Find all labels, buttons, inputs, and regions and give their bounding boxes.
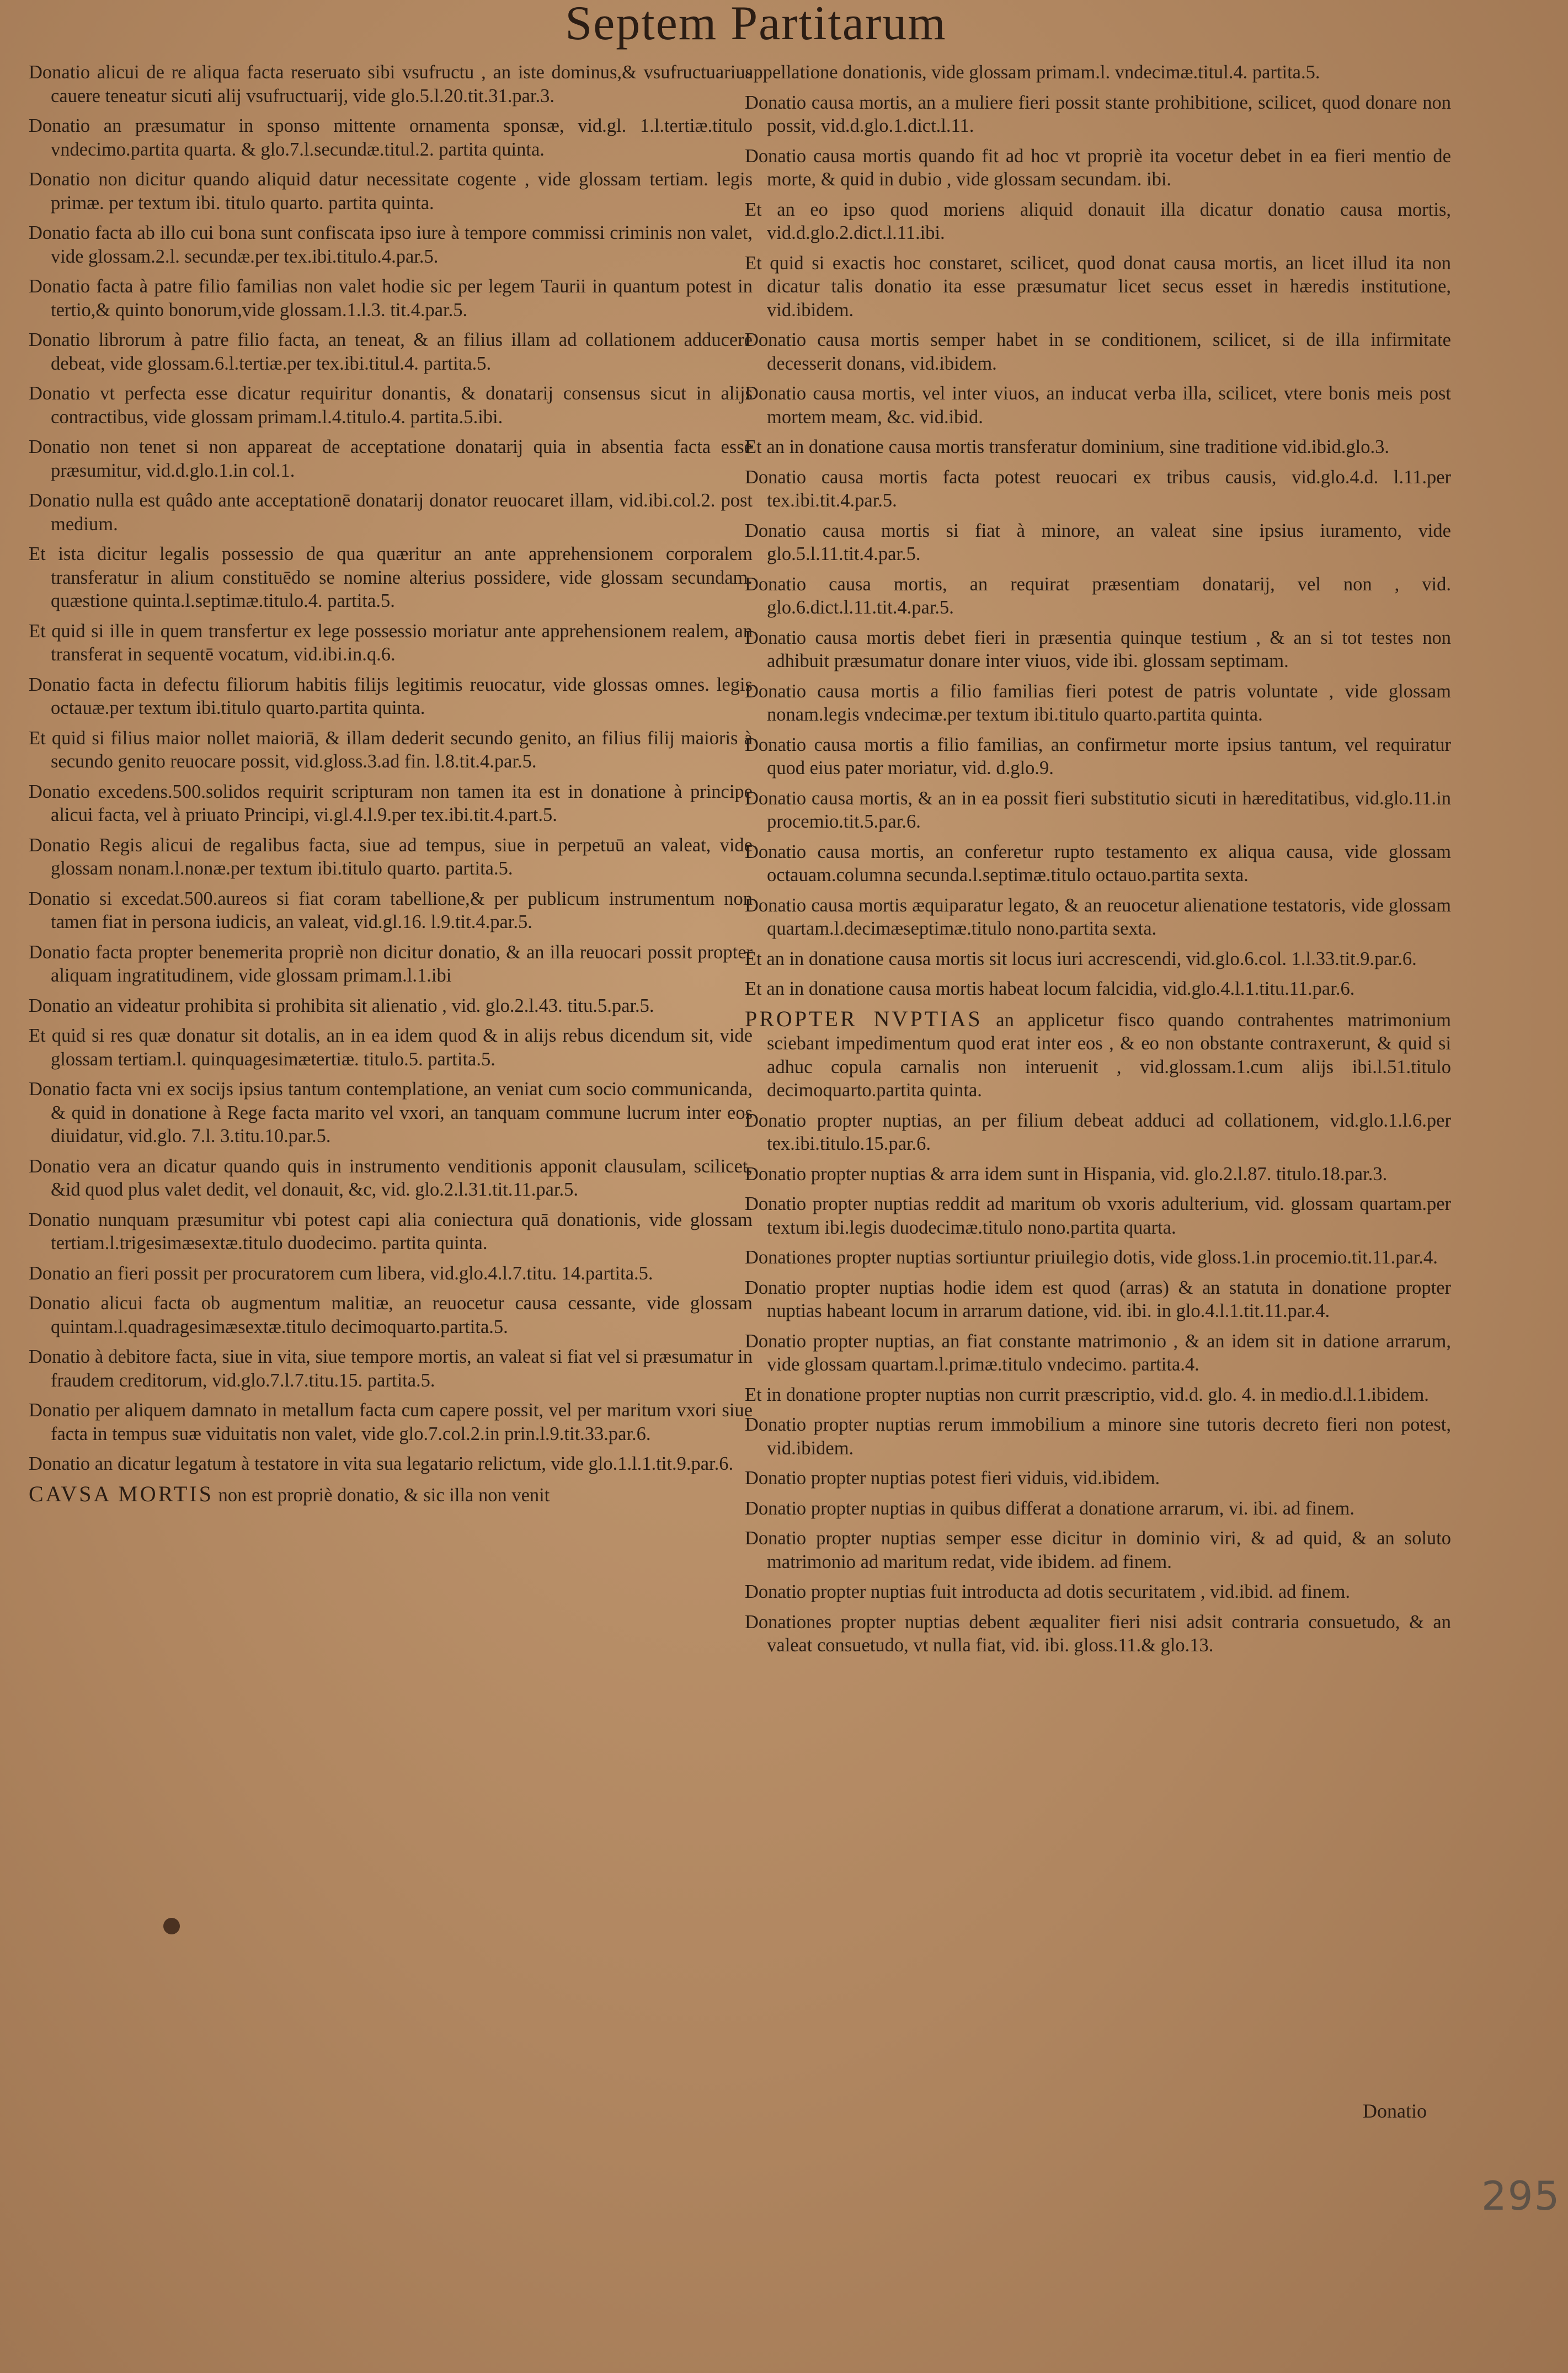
index-entry: Donatio facta ab illo cui bona sunt confiscata ipso iure à tempore commissi criminis non valet, vide glossam.2.l. secundæ.per tex.ibi.titulo.4.par.5. [29,222,753,267]
index-entry: Donatio causa mortis, & an in ea possit fieri substitutio sicuti in hæreditatibus, vid.glo.11.in procemio.tit.5.par.6. [745,787,1451,832]
index-entry: Donatio propter nuptias & arra idem sunt in Hispania, vid. glo.2.l.87. titulo.18.par.3. [745,1163,1388,1185]
index-entry: Et an eo ipso quod moriens aliquid donauit illa dicatur donatio causa mortis, vid.d.glo.2.dict.l.11.ibi. [745,199,1451,243]
ink-stain [163,1918,180,1934]
index-entry: Donatio causa mortis quando fit ad hoc vt propriè ita vocetur debet in ea fieri mentio de morte, & quid in dubio , vide glossam secundam. ibi. [745,145,1451,190]
index-entry: Donatio nulla est quâdo ante acceptationē donatarij donator reuocaret illam, vid.ibi.col.2. post medium. [29,490,753,535]
index-entry: Donatio si excedat.500.aureos si fiat coram tabellione,& per publicum instrumentum non tamen fiat in persona iudicis, an valeat, vid.gl.16. l.9.tit.4.par.5. [29,888,753,932]
index-entry: Donatio an dicatur legatum à testatore in vita sua legatario relictum, vide glo.1.l.1.tit.9.par.6. [29,1453,734,1474]
index-entry: Donatio vt perfecta esse dicatur requiritur donantis, & donatarij consensus sicut in alijs contractibus, vide glossam primam.l.4.titulo.4. partita.5.ibi. [29,383,753,428]
index-entry: Et quid si ille in quem transfertur ex lege possessio moriatur ante apprehensionem realem, an transferat in sequentē vocatum, vid.ibi.in.q.6. [29,620,753,665]
index-entry: appellatione donationis, vide glossam primam.l. vndecimæ.titul.4. partita.5. [745,62,1320,83]
index-entry: Donatio propter nuptias hodie idem est quod (arras) & an statuta in donatione propter nuptias habeant locum in arrarum datione, vid. ibi. in glo.4.l.1.tit.11.par.4. [745,1277,1451,1321]
index-entry: Donatio nunquam præsumitur vbi potest capi alia coniectura quā donationis, vide glossam tertiam.l.trigesimæsextæ.titulo duodecimo. partita quinta. [29,1209,753,1254]
index-entry: Donatio causa mortis, an a muliere fieri possit stante prohibitione, scilicet, quod donare non possit, vid.d.glo.1.dict.l.11. [745,92,1451,136]
right-column [745,61,1451,1664]
index-entry: Donatio propter nuptias fuit introducta ad dotis securitatem , vid.ibid. ad finem. [745,1581,1351,1602]
index-entry: Donatio propter nuptias potest fieri viduis, vid.ibidem. [745,1468,1160,1489]
index-entry: Et quid si exactis hoc constaret, scilicet, quod donat causa mortis, an licet illud ita non dicatur talis donatio ita esse præsumatur licet secus esset in hæredis institutione, vid.ibidem. [745,252,1451,321]
running-title: Septem Partitarum [565,0,947,50]
index-entry: Donatio propter nuptias, an fiat constante matrimonio , & an idem sit in datione arrarum, vide glossam quartam.l.primæ.titulo vndecimo. partita.4. [745,1330,1451,1375]
index-entry: Et an in donatione causa mortis transferatur dominium, sine traditione vid.ibid.glo.3. [745,436,1389,457]
index-entry: Donatio causa mortis si fiat à minore, an valeat sine ipsius iuramento, vide glo.5.l.11.tit.4.par.5. [745,520,1451,564]
index-entry: Donatio alicui facta ob augmentum malitiæ, an reuocetur causa cessante, vide glossam quintam.l.quadragesimæsextæ.titulo decimoquarto.partita.5. [29,1293,753,1337]
index-entry: Donationes propter nuptias debent æqualiter fieri nisi adsit contraria consuetudo, & an valeat consuetudo, vt nulla fiat, vid. ibi. gloss.11.& glo.13. [745,1611,1451,1656]
index-entry: Donatio an præsumatur in sponso mittente ornamenta sponsæ, vid.gl. 1.l.tertiæ.titulo vndecimo.partita quarta. & glo.7.l.secundæ.titul.2. partita quinta. [29,115,753,160]
index-entry: Et an in donatione causa mortis habeat locum falcidia, vid.glo.4.l.1.titu.11.par.6. [745,978,1355,999]
index-entry: Donatio facta à patre filio familias non valet hodie sic per legem Taurii in quantum potest in tertio,& quinto bonorum,vide glossam.1.l.3. tit.4.par.5. [29,276,753,321]
index-entry: Donatio facta vni ex socijs ipsius tantum contemplatione, an veniat cum socio communicanda, & quid in donatione à Rege facta marito vel vxori, an tanquam commune lucrum inter eos diuidatur, vid.glo. 7.l. 3.titu.10.par.5. [29,1079,753,1146]
index-entry: Et an in donatione causa mortis sit locus iuri accrescendi, vid.glo.6.col. 1.l.33.tit.9.par.6. [745,948,1417,969]
index-entry: Donatio excedens.500.solidos requirit scripturam non tamen ita est in donatione à principe alicui facta, vel à priuato Principi, vi.gl.4.l.9.per tex.ibi.tit.4.part.5. [29,781,753,825]
index-entry: Donatio causa mortis, vel inter viuos, an inducat verba illa, scilicet, vtere bonis meis post mortem meam, &c. vid.ibid. [745,383,1451,428]
section-heading-text: non est propriè donatio, & sic illa non venit [213,1484,550,1506]
section-heading-entry [29,1483,753,1507]
index-entry: Et quid si res quæ donatur sit dotalis, an in ea idem quod & in alijs rebus dicendum sit, vide glossam tertiam.l. quinquagesimætertiæ. titulo.5. partita.5. [29,1025,753,1070]
index-entry: Donatio causa mortis æquiparatur legato, & an reuocetur alienatione testatoris, vide glossam quartam.l.decimæseptimæ.titulo nono.partita sexta. [745,894,1451,939]
section-heading-entry [745,1007,1451,1102]
section-heading: PROPTER NVPTIAS [745,1006,983,1031]
index-entry: Donatio non tenet si non appareat de acceptatione donatarij quia in absentia facta esse præsumitur, vid.d.glo.1.in col.1. [29,436,753,481]
index-entry: Donatio propter nuptias reddit ad maritum ob vxoris adulterium, vid. glossam quartam.per textum ibi.legis duodecimæ.titulo nono.partita quarta. [745,1193,1451,1238]
section-heading: CAVSA MORTIS [29,1481,214,1506]
index-entry: Donationes propter nuptias sortiuntur priuilegio dotis, vide gloss.1.in procemio.tit.11.par.4. [745,1247,1438,1268]
section-heading-text: an applicetur fisco quando contrahentes matrimonium sciebant impedimentum quod erat inter eos , & eo non obstante contraxerunt, & quid si adhuc copula carnalis non interuenit , vid.glossam.1.cum alijs ibi.l.51.titulo decimoquarto.partita quinta. [767,1009,1451,1101]
folio-number: 295 [1481,2173,1561,2219]
index-entry: Donatio Regis alicui de regalibus facta, siue ad tempus, siue in perpetuū an valeat, vide glossam nonam.l.nonæ.per textum ibi.titulo quarto. partita.5. [29,834,753,879]
index-entry: Donatio facta in defectu filiorum habitis filijs legitimis reuocatur, vide glossas omnes. legis octauæ.per textum ibi.titulo quarto.partita quinta. [29,674,753,718]
index-entry: Donatio causa mortis, an conferetur rupto testamento ex aliqua causa, vide glossam octauam.columna secunda.l.septimæ.titulo octauo.partita sexta. [745,841,1451,886]
index-entry: Donatio alicui de re aliqua facta reseruato sibi vsufructu , an iste dominus,& vsufructuarius cauere teneatur sicuti alij vsufructuarij, vide glo.5.l.20.tit.31.par.3. [29,62,753,106]
index-entry: Donatio causa mortis, an requirat præsentiam donatarij, vel non , vid. glo.6.dict.l.11.tit.4.par.5. [745,573,1451,618]
index-entry: Donatio propter nuptias rerum immobilium a minore sine tutoris decreto fieri non potest, vid.ibidem. [745,1414,1451,1459]
index-entry: Donatio vera an dicatur quando quis in instrumento venditionis apponit clausulam, scilicet, &id quod plus valet dedit, vel donauit, &c, vid. glo.2.l.31.tit.11.par.5. [29,1155,753,1200]
index-entry: Donatio causa mortis debet fieri in præsentia quinque testium , & an si tot testes non adhibuit præsumatur donare inter viuos, vide ibi. glossam septimam. [745,627,1451,671]
index-entry: Donatio à debitore facta, siue in vita, siue tempore mortis, an valeat si fiat vel si præsumatur in fraudem creditorum, vid.glo.7.l.7.titu.15. partita.5. [29,1346,753,1391]
index-entry: Donatio non dicitur quando aliquid datur necessitate cogente , vide glossam tertiam. legis primæ. per textum ibi. titulo quarto. partita quinta. [29,169,753,214]
index-entry: Donatio propter nuptias, an per filium debeat adduci ad collationem, vid.glo.1.l.6.per tex.ibi.titulo.15.par.6. [745,1110,1451,1154]
index-entry: Donatio librorum à patre filio facta, an teneat, & an filius illam ad collationem adducere debeat, vide glossam.6.l.tertiæ.per tex.ibi.titul.4. partita.5. [29,329,753,374]
index-entry: Donatio an fieri possit per procuratorem cum libera, vid.glo.4.l.7.titu. 14.partita.5. [29,1262,653,1284]
index-entry: Donatio causa mortis facta potest reuocari ex tribus causis, vid.glo.4.d. l.11.per tex.ibi.tit.4.par.5. [745,466,1451,511]
index-entry: Donatio causa mortis a filio familias fieri potest de patris voluntate , vide glossam nonam.legis vndecimæ.per textum ibi.titulo quarto.partita quinta. [745,680,1451,725]
index-entry: Donatio propter nuptias in quibus differat a donatione arrarum, vi. ibi. ad finem. [745,1497,1354,1519]
left-column [29,61,753,1513]
index-entry: Et in donatione propter nuptias non currit præscriptio, vid.d. glo. 4. in medio.d.l.1.ibidem. [745,1384,1429,1405]
index-entry: Donatio facta propter benemerita propriè non dicitur donatio, & an illa reuocari possit propter aliquam ingratitudinem, vide glossam primam.l.1.ibi [29,941,753,986]
index-entry: Donatio propter nuptias semper esse dicitur in dominio viri, & ad quid, & an soluto matrimonio ad maritum redat, vide ibidem. ad finem. [745,1528,1451,1572]
index-entry: Donatio causa mortis a filio familias, an confirmetur morte ipsius tantum, vel requiratur quod eius pater moriatur, vid. d.glo.9. [745,734,1451,778]
index-entry: Donatio causa mortis semper habet in se conditionem, scilicet, si de illa infirmitate decesserit donans, vid.ibidem. [745,329,1451,374]
index-entry: Donatio an videatur prohibita si prohibita sit alienatio , vid. glo.2.l.43. titu.5.par.5. [29,995,654,1016]
index-entry: Et quid si filius maior nollet maioriā, & illam dederit secundo genito, an filius filij maioris à secundo genito reuocare possit, vid.gloss.3.ad fin. l.8.tit.4.par.5. [29,727,753,772]
catchword: Donatio [1363,2100,1427,2122]
index-entry: Donatio per aliquem damnato in metallum facta cum capere possit, vel per maritum vxori siue facta in tempus suæ viduitatis non valet, vide glo.7.col.2.in prin.l.9.tit.33.par.6. [29,1400,753,1444]
index-entry: Et ista dicitur legalis possessio de qua quæritur an ante apprehensionem corporalem transferatur in alium constituēdo se nomine alterius possidere, vide glossam secundam. quæstione quinta.l.septimæ.titulo.4. partita.5. [29,543,753,611]
